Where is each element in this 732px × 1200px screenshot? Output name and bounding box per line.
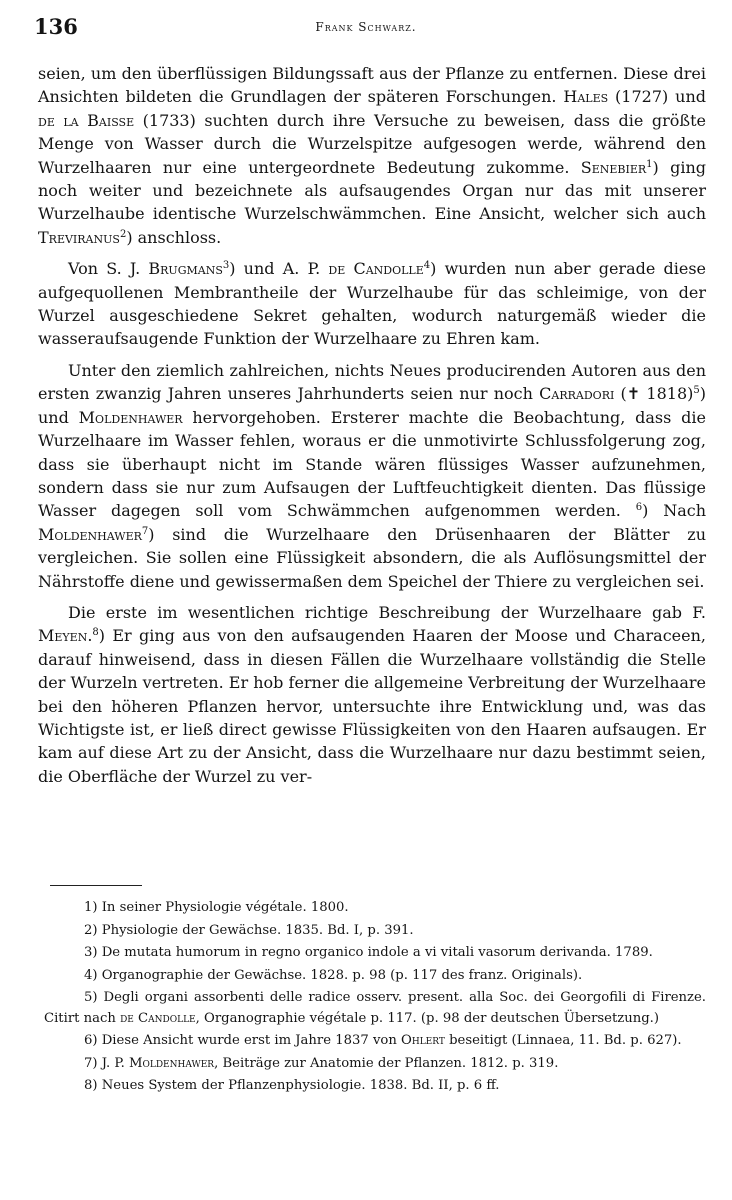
author-moldenhawer: Moldenhawer — [78, 407, 183, 427]
paragraph-2: Von S. J. Brugmans$^3$) und A. P. de Candolle$^4$) wurden nun aber gerade diese aufgequollenen Membrantheile der Wurzelhaube für das schleimige, von der Wurzel ausgeschiedene Sekret gehalten, wodurch naturgemäß wieder die wasseraufsaugende Funktion der Wurzelhaare zu Ehren kam. — [38, 259, 707, 349]
author-meyen: Meyen. — [38, 626, 93, 646]
paragraph-1: seien, um den überflüssigen Bildungssaft aus der Pflanze zu entfernen. Diese drei Ansichten bildeten die Grundlagen der späteren Forschungen. Hales (1727) und de la Baisse (1733) suchten durch ihre Versuche zu beweisen, dass die größte Menge von Wasser durch die Wurzelspitze aufgesogen werde, während den Wurzelhaaren nur eine untergeordnete Bedeutung zukomme. Senebier$^1$) ging noch weiter und bezeichnete als aufsaugendes Organ nur das mit unserer Wurzelhaube identische Wurzelschwämmchen. Eine Ansicht, welcher sich auch Treviranus$^2$) anschloss. — [38, 64, 707, 247]
author-brugmans: Brugmans — [148, 259, 223, 279]
footnote-5: 5) Degli organi assorbenti delle radice osserv. present. alla Soc. dei Georgofili di Firenze. Citirt nach de Candolle, Organographie végétale p. 117. (p. 98 der deutschen Übersetzung.) — [44, 990, 706, 1026]
author-de-la-baisse: de la Baisse — [38, 110, 135, 130]
author-de-candolle: de Candolle — [328, 259, 424, 279]
footnote-1: 1) In seiner Physiologie végétale. 1800. — [84, 900, 349, 915]
footnote-ref-3: 3 — [222, 260, 230, 272]
footnote-7: 7) J. P. Moldenhawer, Beiträge zur Anatomie der Pflanzen. 1812. p. 319. — [84, 1055, 559, 1071]
footnote-ref-1: 1 — [646, 158, 653, 170]
footnotes — [44, 898, 706, 1099]
author-moldenhawer-2: Moldenhawer — [38, 524, 142, 544]
author-treviranus: Treviranus — [38, 227, 120, 247]
footnote-ref-8: 8 — [92, 627, 99, 639]
footnote-3: 3) De mutata humorum in regno organico indole a vi vitali vasorum derivanda. 1789. — [84, 945, 653, 960]
footnote-2: 2) Physiologie der Gewächse. 1835. Bd. I, p. 391. — [84, 922, 414, 938]
author-senebier: Senebier — [580, 157, 647, 177]
author-hales: Hales — [563, 87, 609, 107]
footnote-8: 8) Neues System der Pflanzenphysiologie. 1838. Bd. II, p. 6 ff. — [84, 1078, 500, 1093]
footnote-ref-2: 2 — [119, 228, 127, 240]
body-text — [38, 62, 706, 796]
footnote-4: 4) Organographie der Gewächse. 1828. p. 98 (p. 117 des franz. Originals). — [84, 967, 583, 983]
author-carradori: Carradori — [539, 384, 615, 404]
footnote-ref-6: 6 — [635, 502, 643, 514]
footnote-ref-5: 5 — [693, 385, 700, 397]
footnote-ref-7: 7 — [141, 525, 149, 537]
paragraph-4: Die erste im wesentlichen richtige Beschreibung der Wurzelhaare gab F. Meyen.$^8$) Er ging aus von den aufsaugenden Haaren der Moose und Characeen, darauf hinweisend, dass in diesen Fällen die Wurzelhaare vollständig die Stelle der Wurzeln vertreten. Er hob ferner die allgemeine Verbreitung der Wurzelhaare bei den höheren Pflanzen hervor, untersuchte ihre Entwicklung und, was das Wichtigste ist, er ließ direct gewisse Flüssigkeiten von den Haaren aufsaugen. Er kam auf diese Art zu der Ansicht, dass die Wurzelhaare nur dazu bestimmt seien, die Oberfläche der Wurzel zu ver- — [38, 602, 706, 786]
running-head: Frank Schwarz. — [315, 20, 417, 34]
paragraph-3: Unter den ziemlich zahlreichen, nichts Neues producirenden Autoren aus den ersten zwanzig Jahren unseres Jahrhunderts seien nur noch Carradori (✝ 1818)$^5$) und Moldenhawer hervorgehoben. Ersterer machte die Beobachtung, dass die Wurzelhaare im Wasser fehlen, woraus er die unmotivirte Schlussfolgerung zog, dass sie überhaupt nicht im Stande wären flüssiges Wasser aufzunehmen, sondern dass sie nur zum Aufsaugen der Luftfeuchtigkeit dienten. Das flüssige Wasser dagegen soll vom Schwämmchen aufgenommen werden. $^6$) Nach Moldenhawer$^7$) sind die Wurzelhaare den Drüsenhaaren der Blätter zu vergleichen. Sie sollen eine Flüssigkeit absondern, die als Auflösungsmittel der Nährstoffe diene und gewissermaßen dem Speichel der Thiere zu vergleichen sei. — [38, 360, 707, 591]
footnote-6: 6) Diese Ansicht wurde erst im Jahre 1837 von Ohlert beseitigt (Linnaea, 11. Bd. p. 627). — [84, 1033, 682, 1048]
footnote-ref-4: 4 — [423, 260, 431, 272]
footnote-rule — [50, 885, 142, 886]
page-number: 136 — [34, 14, 78, 39]
page-header — [34, 14, 698, 40]
